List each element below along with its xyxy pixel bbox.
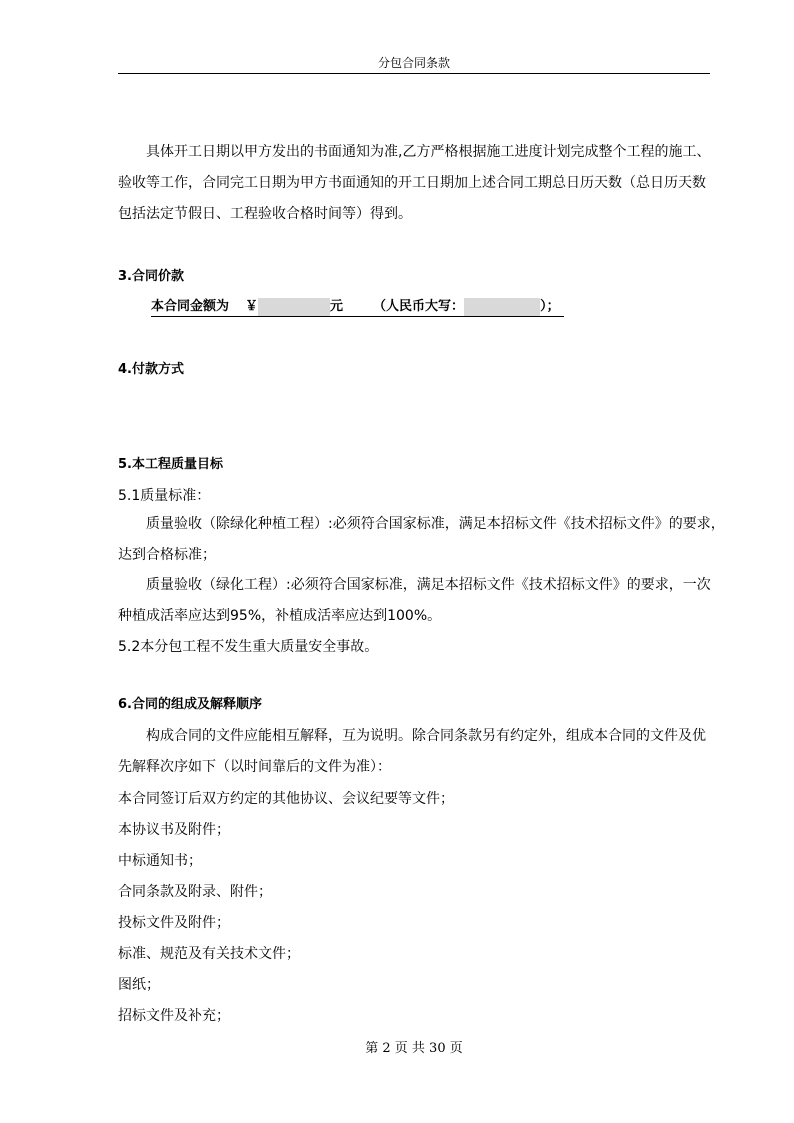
section-3-heading: 3.合同价款	[118, 269, 184, 284]
section-5-1: 5.1质量标准：	[118, 488, 211, 504]
capital-amount-blank[interactable]	[464, 298, 540, 316]
page-header: 分包合同条款	[377, 56, 450, 70]
list-item: 本协议书及附件；	[118, 822, 230, 838]
section-5-2: 5.2本分包工程不发生重大质量安全事故。	[118, 639, 379, 655]
currency-symbol: ￥	[245, 299, 259, 314]
section-6-p1-line-2: 先解释次序如下（以时间靠后的文件为准）：	[118, 759, 391, 775]
section-6-heading: 6.合同的组成及解释顺序	[118, 697, 262, 712]
section-6-p1-line-1: 构成合同的文件应能相互解释，互为说明。除合同条款另有约定外，组成本合同的文件及优	[146, 728, 706, 744]
section-5-p2-line-1: 质量验收（绿化工程）:必须符合国家标准，满足本招标文件《技术招标文件》的要求，一次	[146, 577, 711, 593]
contract-amount-line	[151, 298, 564, 317]
intro-line-1: 具体开工日期以甲方发出的书面通知为准,乙方严格根据施工进度计划完成整个工程的施工、	[146, 144, 711, 160]
list-item: 本合同签订后双方约定的其他协议、会议纪要等文件；	[118, 791, 454, 807]
page-footer: 第 2 页 共 30 页	[365, 1041, 463, 1056]
list-item: 合同条款及附录、附件；	[118, 884, 272, 900]
section-5-heading: 5.本工程质量目标	[118, 457, 223, 472]
header-rule	[118, 73, 710, 74]
intro-line-2: 验收等工作，合同完工日期为甲方书面通知的开工日期加上述合同工期总日历天数（总日历天数	[118, 175, 706, 191]
intro-line-3: 包括法定节假日、工程验收合格时间等）得到。	[118, 206, 412, 222]
capital-label: （人民币大写：	[373, 299, 465, 314]
section-5-p2-line-2: 种植成活率应达到95%，补植成活率应达到100%。	[118, 608, 442, 624]
section-4-heading: 4.付款方式	[118, 362, 184, 377]
amount-unit: 元	[330, 299, 344, 314]
amount-closing: ）；	[540, 299, 560, 314]
list-item: 图纸；	[118, 977, 160, 993]
amount-blank[interactable]	[258, 298, 330, 316]
section-5-p1-line-1: 质量验收（除绿化种植工程）:必须符合国家标准，满足本招标文件《技术招标文件》的要求，	[146, 516, 725, 532]
amount-label: 本合同金额为	[151, 299, 230, 314]
list-item: 投标文件及附件；	[118, 915, 230, 931]
list-item: 招标文件及补充；	[118, 1008, 230, 1024]
list-item: 中标通知书；	[118, 853, 202, 869]
list-item: 标准、规范及有关技术文件；	[118, 946, 300, 962]
section-5-p1-line-2: 达到合格标准；	[118, 547, 216, 563]
